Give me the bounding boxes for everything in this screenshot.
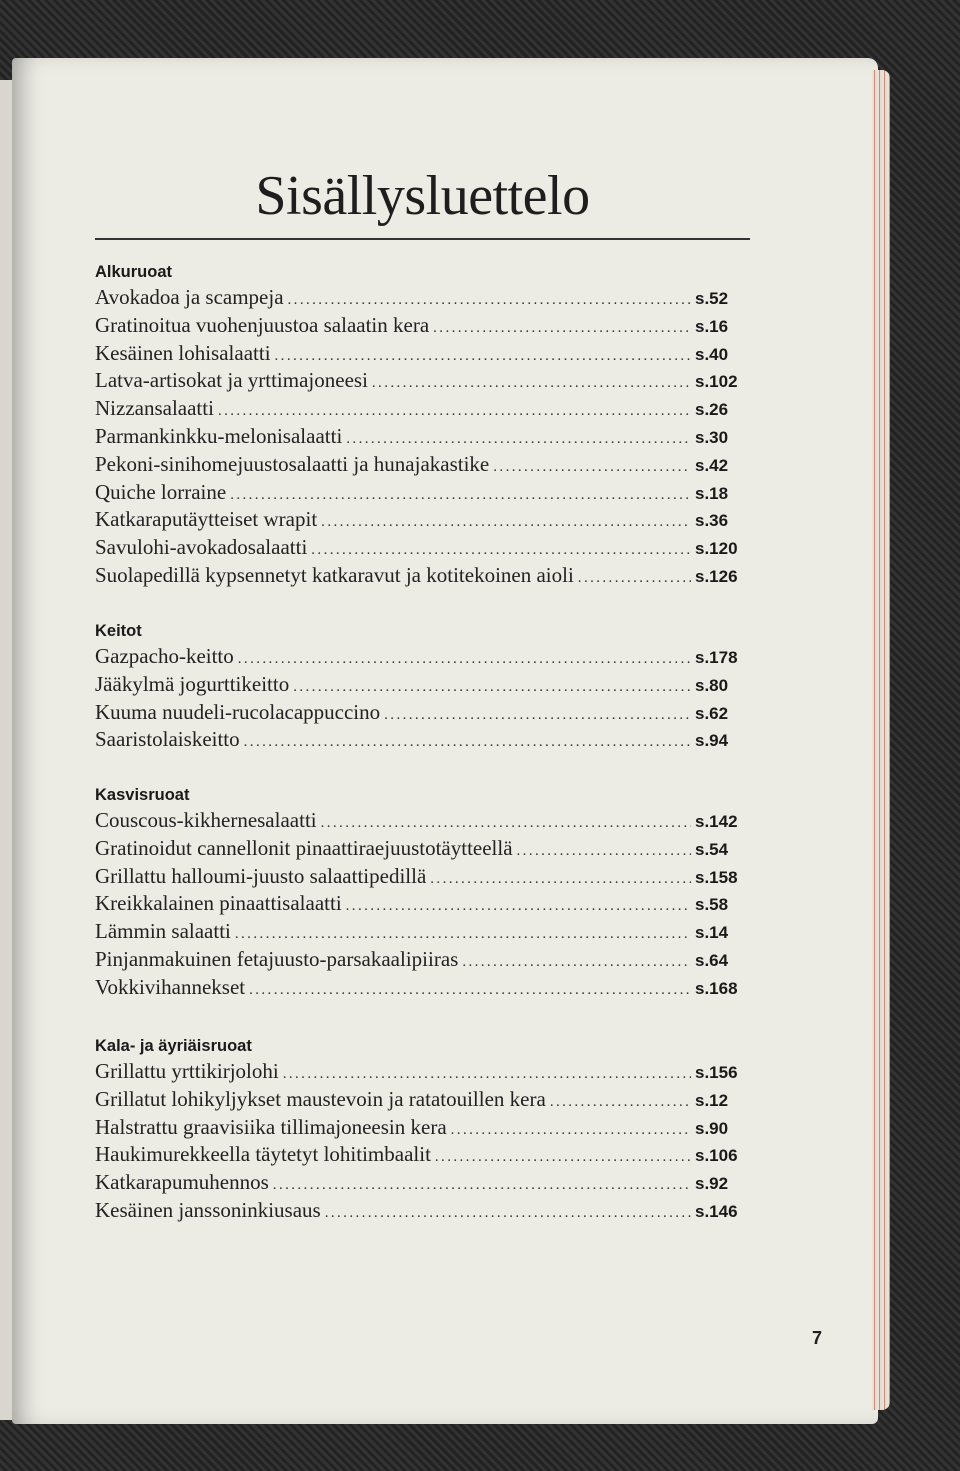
entry-title: Grillatut lohikyljykset maustevoin ja ratatouillen kera xyxy=(95,1086,546,1111)
entry-page: s.64 xyxy=(695,950,729,970)
entry-page: s.40 xyxy=(695,344,729,364)
dot-leader xyxy=(346,426,691,454)
dot-leader xyxy=(493,454,691,482)
entry-title: Halstrattu graavisiika tillimajoneesin kera xyxy=(95,1114,447,1139)
entry-title: Latva-artisokat ja yrttimajoneesi xyxy=(95,368,368,393)
entry-title: Vokkivihannekset xyxy=(95,974,246,999)
dot-leader xyxy=(578,565,691,593)
page-number: 7 xyxy=(812,1328,823,1348)
section-heading: Kasvisruoat xyxy=(95,786,190,804)
entry-title: Jääkylmä jogurttikeitto xyxy=(95,671,290,696)
entry-page: s.120 xyxy=(695,539,738,559)
section-kala-ja-ayriaisruoat xyxy=(95,1034,747,1225)
entry-page: s.158 xyxy=(695,867,738,887)
toc-entry xyxy=(95,367,747,395)
entry-title: Couscous-kikhernesalaatti xyxy=(95,808,317,832)
dot-leader xyxy=(273,1172,691,1200)
section-heading: Keitot xyxy=(95,622,142,640)
entry-page: s.54 xyxy=(695,839,729,859)
entry-title: Savulohi-avokadosalaatti xyxy=(95,535,308,560)
section-keitot xyxy=(95,619,747,754)
entry-page: s.102 xyxy=(695,372,738,392)
entry-title: Katkarapumuhennos xyxy=(95,1170,269,1195)
page-title: Sisällysluettelo xyxy=(255,165,590,227)
toc-entry xyxy=(95,1086,747,1114)
entry-page: s.168 xyxy=(695,978,738,998)
dot-leader xyxy=(372,370,691,398)
toc-entry xyxy=(95,890,747,918)
toc-entry xyxy=(95,974,747,1002)
dot-leader xyxy=(384,702,691,730)
dot-leader xyxy=(435,1144,691,1172)
entry-page: s.92 xyxy=(695,1174,729,1194)
entry-page: s.90 xyxy=(695,1118,729,1138)
entry-page: s.14 xyxy=(695,923,729,943)
toc-entry xyxy=(95,1141,747,1169)
entry-title: Saaristolaiskeitto xyxy=(95,727,240,752)
dot-leader xyxy=(283,1061,691,1089)
dot-leader xyxy=(311,537,691,565)
dot-leader xyxy=(451,1117,691,1145)
toc-entry xyxy=(95,863,747,891)
entry-title: Nizzansalaatti xyxy=(95,396,214,421)
toc-entry xyxy=(95,451,747,479)
toc-entry xyxy=(95,918,747,946)
dot-leader xyxy=(230,482,691,510)
toc-entry xyxy=(95,506,747,534)
entry-title: Grillattu yrttikirjolohi xyxy=(95,1059,279,1083)
dot-leader xyxy=(346,893,691,921)
dot-leader xyxy=(517,838,691,866)
toc-entry xyxy=(95,726,747,754)
entry-title: Lämmin salaatti xyxy=(95,919,231,944)
entry-page: s.142 xyxy=(695,812,738,831)
dot-leader xyxy=(550,1089,691,1117)
section-heading: Kala- ja äyriäisruoat xyxy=(95,1037,252,1055)
toc-entry xyxy=(95,835,747,863)
toc-entry xyxy=(95,1058,747,1086)
dot-leader xyxy=(433,315,691,343)
entry-title: Kesäinen janssoninkiusaus xyxy=(95,1197,321,1222)
toc-entry xyxy=(95,643,747,671)
entry-page: s.12 xyxy=(695,1090,729,1110)
dot-leader xyxy=(235,921,691,949)
entry-page: s.26 xyxy=(695,400,729,420)
dot-leader xyxy=(321,810,691,838)
toc-entry xyxy=(95,423,747,451)
dot-leader xyxy=(238,646,691,674)
entry-page: s.18 xyxy=(695,483,729,503)
toc-entry xyxy=(95,1169,747,1197)
dot-leader xyxy=(218,398,691,426)
dot-leader xyxy=(275,343,691,371)
entry-title: Pinjanmakuinen fetajuusto-parsakaalipiiras xyxy=(95,946,459,971)
toc-entry xyxy=(95,534,747,562)
toc-entry xyxy=(95,807,747,835)
entry-page: s.126 xyxy=(695,566,738,586)
section-alkuruoat xyxy=(95,260,747,590)
entry-title: Avokadoa ja scampeja xyxy=(95,285,284,309)
entry-page: s.16 xyxy=(695,316,729,336)
dot-leader xyxy=(321,509,691,537)
section-heading: Alkuruoat xyxy=(95,263,173,281)
toc-entry xyxy=(95,340,747,368)
entry-title: Kreikkalainen pinaattisalaatti xyxy=(95,891,342,916)
dot-leader xyxy=(325,1200,691,1228)
toc-entry xyxy=(95,312,747,340)
entry-title: Gratinoitua vuohenjuustoa salaatin kera xyxy=(95,312,430,337)
dot-leader xyxy=(430,866,691,894)
entry-page: s.156 xyxy=(695,1063,738,1082)
entry-title: Pekoni-sinihomejuustosalaatti ja hunajakastike xyxy=(95,451,490,476)
toc-entry xyxy=(95,479,747,507)
entry-title: Gazpacho-keitto xyxy=(95,644,234,668)
entry-page: s.178 xyxy=(695,648,738,667)
entry-page: s.36 xyxy=(695,511,729,531)
entry-page: s.106 xyxy=(695,1146,738,1166)
toc-entry xyxy=(95,1197,747,1225)
toc-entry xyxy=(95,284,747,312)
dot-leader xyxy=(244,729,691,757)
dot-leader xyxy=(293,674,691,702)
entry-title: Haukimurekkeella täytetyt lohitimbaalit xyxy=(95,1142,431,1167)
entry-page: s.58 xyxy=(695,895,729,915)
entry-page: s.42 xyxy=(695,455,729,475)
page-edges xyxy=(872,70,890,1410)
entry-page: s.146 xyxy=(695,1201,738,1221)
dot-leader xyxy=(462,949,691,977)
entry-page: s.94 xyxy=(695,731,729,751)
dot-leader xyxy=(288,287,691,315)
section-kasvisruoat xyxy=(95,783,747,1002)
entry-title: Gratinoidut cannellonit pinaattiraejuustotäytteellä xyxy=(95,835,513,860)
toc-entry xyxy=(95,671,747,699)
entry-title: Kuuma nuudeli-rucolacappuccino xyxy=(95,699,381,724)
toc-entry xyxy=(95,1114,747,1142)
entry-title: Katkaraputäytteiset wrapit xyxy=(95,507,318,532)
entry-page: s.80 xyxy=(695,675,729,695)
entry-title: Grillattu halloumi-juusto salaattipedillä xyxy=(95,863,427,888)
toc-entry xyxy=(95,946,747,974)
entry-page: s.52 xyxy=(695,289,729,308)
entry-title: Quiche lorraine xyxy=(95,479,227,504)
entry-title: Parmankinkku-melonisalaatti xyxy=(95,423,343,448)
dot-leader xyxy=(249,977,691,1005)
entry-title: Suolapedillä kypsennetyt katkaravut ja kotitekoinen aioli xyxy=(95,562,574,587)
toc-entry xyxy=(95,699,747,727)
entry-page: s.30 xyxy=(695,427,729,447)
title-rule xyxy=(95,238,750,240)
entry-title: Kesäinen lohisalaatti xyxy=(95,340,271,365)
toc-entry xyxy=(95,562,747,590)
entry-page: s.62 xyxy=(695,703,729,723)
toc-entry xyxy=(95,395,747,423)
